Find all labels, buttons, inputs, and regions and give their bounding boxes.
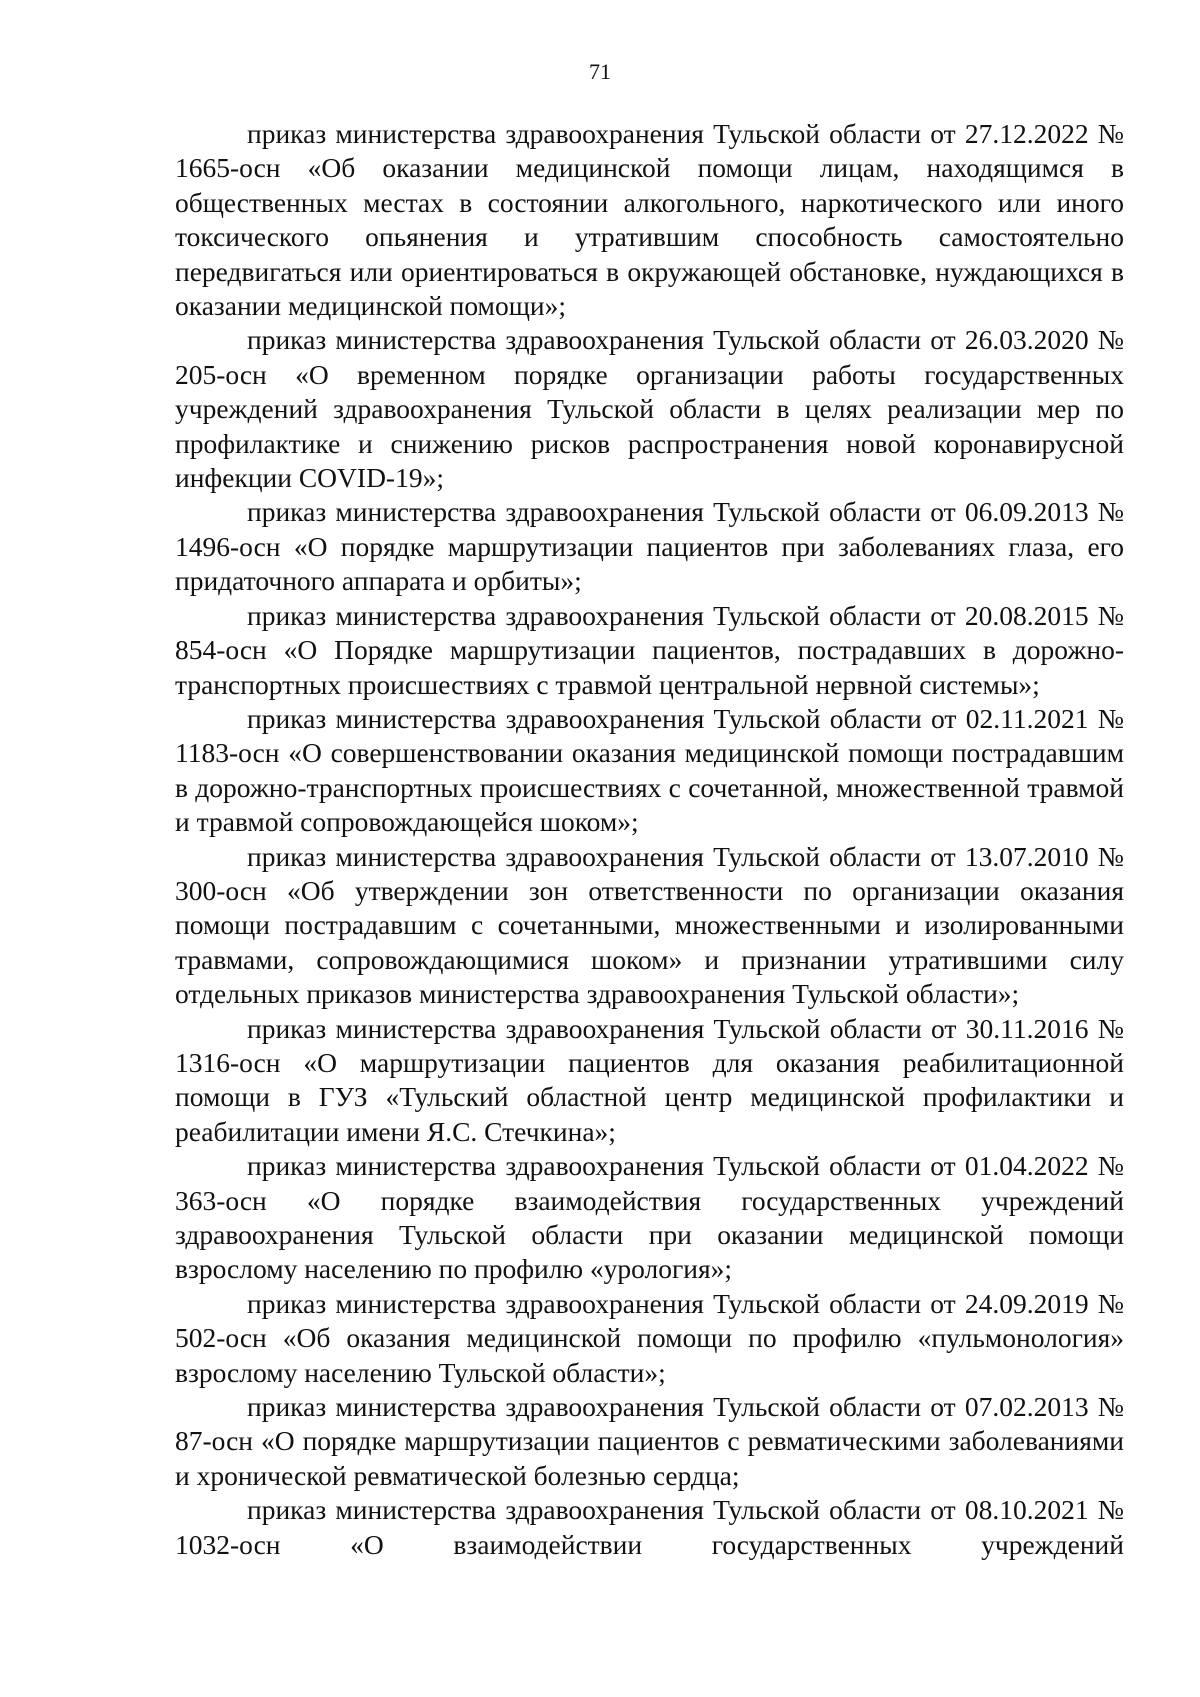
page-number: 71: [589, 59, 611, 84]
order-paragraph: приказ министерства здравоохранения Тульской области от 06.09.2013 № 1496-осн «О порядке маршрутизации пациентов при заболеваниях глаза, его придаточного аппарата и орбиты»;: [175, 496, 1124, 597]
order-paragraph: приказ министерства здравоохранения Тульской области от 20.08.2015 № 854-осн «О Порядке маршрутизации пациентов, пострадавших в дорожно-транспортных происшествиях с травмой центральной нервной системы»;: [175, 599, 1124, 700]
order-paragraph: приказ министерства здравоохранения Тульской области от 26.03.2020 № 205-осн «О временном порядке организации работы государственных учреждений здравоохранения Тульской области в целях реализации мер по профилактике и снижению рисков распространения новой коронавирусной инфекции COVID-19»;: [175, 324, 1124, 494]
order-paragraph: приказ министерства здравоохранения Тульской области от 13.07.2010 № 300-осн «Об утверждении зон ответственности по организации оказания помощи пострадавшим с сочетанными, множественными и изолированными травмами, сопровождающимися шоком» и признании утратившими силу отдельных приказов министерства здравоохранения Тульской области»;: [175, 840, 1124, 1010]
order-paragraph: приказ министерства здравоохранения Тульской области от 01.04.2022 № 363-осн «О порядке взаимодействия государственных учреждений здравоохранения Тульской области при оказании медицинской помощи взрослому населению по профилю «урология»;: [175, 1150, 1124, 1285]
order-paragraph: приказ министерства здравоохранения Тульской области от 02.11.2021 № 1183-осн «О совершенствовании оказания медицинской помощи пострадавшим в дорожно-транспортных происшествиях с сочетанной, множественной травмой и травмой сопровождающейся шоком»;: [175, 702, 1124, 838]
order-paragraph: приказ министерства здравоохранения Тульской области от 07.02.2013 № 87-осн «О порядке маршрутизации пациентов с ревматическими заболеваниями и хронической ревматической болезнью сердца;: [175, 1391, 1124, 1491]
order-paragraph-continued: приказ министерства здравоохранения Тульской области от 08.10.2021 № 1032-осн «О взаимодействии государственных учреждений: [175, 1494, 1124, 1560]
order-paragraph: приказ министерства здравоохранения Тульской области от 24.09.2019 № 502-осн «Об оказания медицинской помощи по профилю «пульмонология» взрослому населению Тульской области»;: [175, 1287, 1124, 1388]
order-paragraph: приказ министерства здравоохранения Тульской области от 27.12.2022 № 1665-осн «Об оказании медицинской помощи лицам, находящимся в общественных местах в состоянии алкогольного, наркотического или иного токсического опьянения и утратившим способность самостоятельно передвигаться или ориентироваться в окружающей обстановке, нуждающихся в оказании медицинской помощи»;: [175, 118, 1124, 322]
order-paragraph: приказ министерства здравоохранения Тульской области от 30.11.2016 № 1316-осн «О маршрутизации пациентов для оказания реабилитационной помощи в ГУЗ «Тульский областной центр медицинской профилактики и реабилитации имени Я.С. Стечкина»;: [175, 1012, 1124, 1147]
document-body: [175, 117, 1124, 1562]
